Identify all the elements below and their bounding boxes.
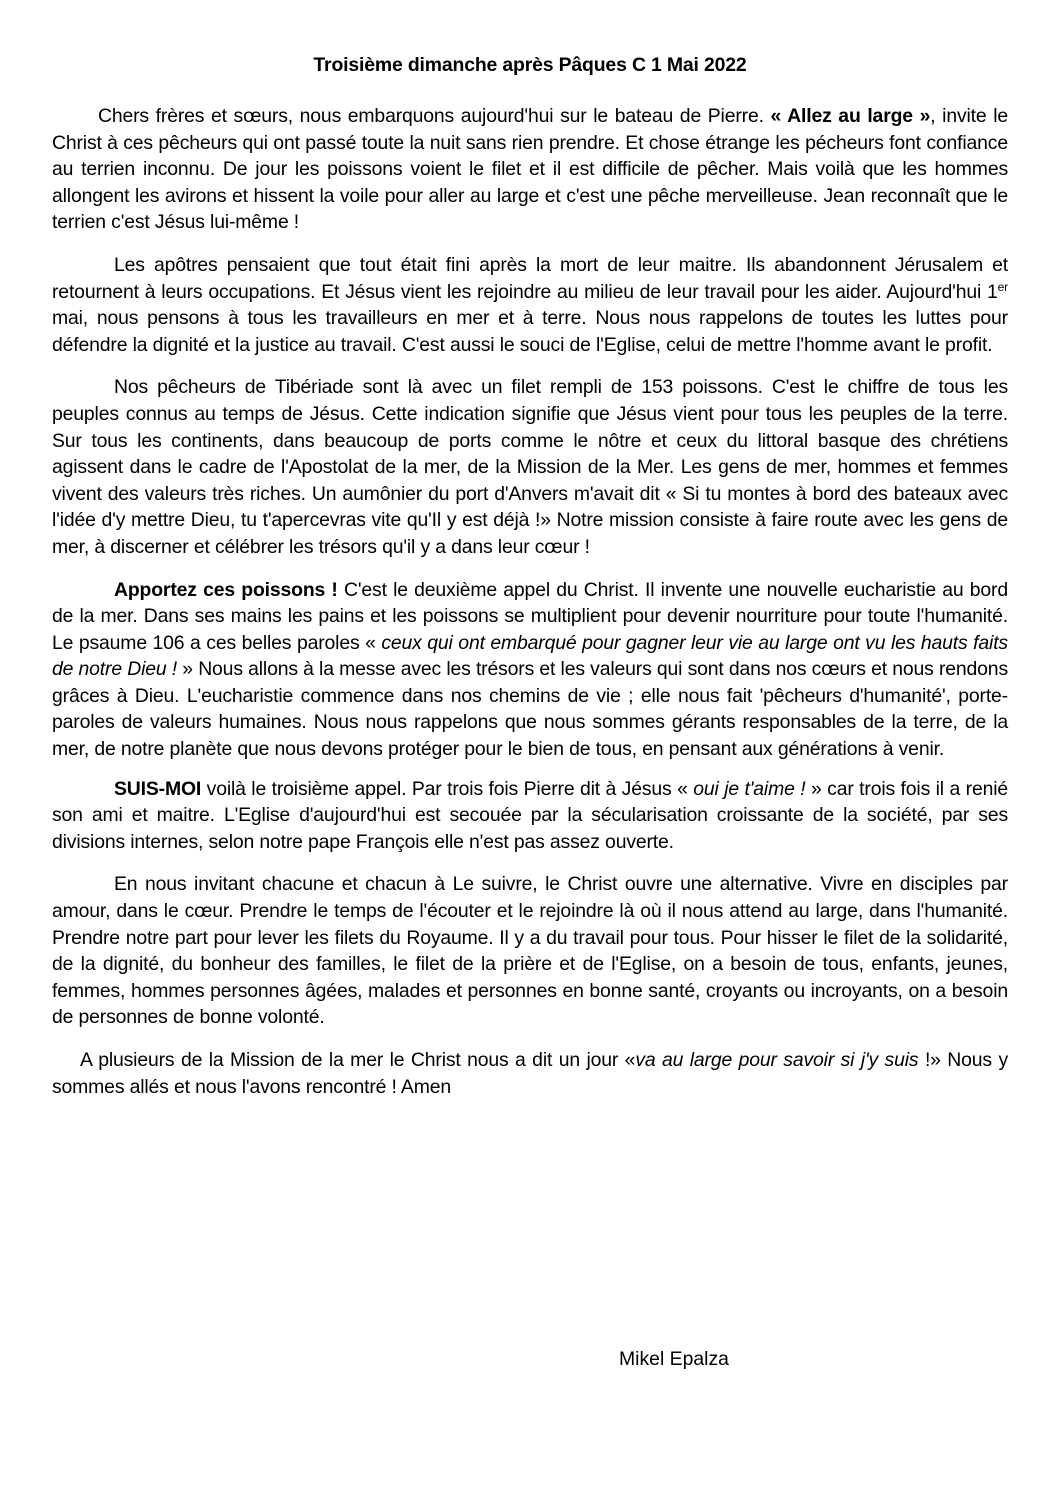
quote-apportez-ces-poissons: Apportez ces poissons ! (114, 578, 338, 601)
psalm-quote: ceux qui ont embarqué pour gagner leur vie au large ont vu les hauts faits de notre Dieu ! (52, 631, 1008, 681)
signature: Mikel Epalza (619, 1348, 729, 1370)
paragraph-1: Chers frères et sœurs, nous embarquons aujourd'hui sur le bateau de Pierre. « Allez au large », invite le Christ à ces pêcheurs qui ont passé toute la nuit sans rien prendre. Et chose étrange les pécheurs font confiance au terrien inconnu. De jour les poissons voient le filet et il est difficile de pêcher. Mais voilà que les hommes allongent les avirons et hissent la voile pour aller au large et c'est une pêche merveilleuse. Jean reconnaît que le terrien c'est Jésus lui-même ! (52, 105, 1008, 234)
paragraph-4: Apportez ces poissons ! C'est le deuxième appel du Christ. Il invente une nouvelle eucharistie au bord de la mer. Dans ses mains les pains et les poissons se multiplient pour devenir nourriture pour toute l'humanité. Le psaume 106 a ces belles paroles « ceux qui ont embarqué pour gagner leur vie au large ont vu les hauts faits de notre Dieu ! » Nous allons à la messe avec les trésors et les valeurs qui sont dans nos cœurs et nous rendons grâces à Dieu. L'eucharistie commence dans nos chemins de vie ; elle nous fait 'pêcheurs d'humanité', porte-paroles de valeurs humaines. Nous nous rappelons que nous sommes gérants responsables de la terre, de la mer, de notre planète que nous devons protéger pour le bien de tous, en pensant aux générations à venir. (52, 578, 1008, 761)
document-page (52, 0, 1008, 1100)
paragraph-7: A plusieurs de la Mission de la mer le Christ nous a dit un jour «va au large pour savoir si j'y suis !» Nous y sommes allés et nous l'avons rencontré ! Amen (52, 1049, 1009, 1098)
paragraph-6: En nous invitant chacune et chacun à Le suivre, le Christ ouvre une alternative. Vivre en disciples par amour, dans le cœur. Prendre le temps de l'écouter et le rejoindre là où il nous attend au large, dans l'humanité. Prendre notre part pour lever les filets du Royaume. Il y a du travail pour tous. Pour hisser le filet de la solidarité, de la dignité, du bonheur des familles, le filet de la prière et de l'Eglise, on a besoin de tous, enfants, jeunes, femmes, hommes personnes âgées, malades et personnes en bonne santé, croyants ou incroyants, on a besoin de personnes de bonne volonté. (52, 873, 1008, 1029)
ordinal-superscript: er (997, 279, 1008, 294)
paragraph-5: SUIS-MOI voilà le troisième appel. Par trois fois Pierre dit à Jésus « oui je t'aime ! » car trois fois il a renié son ami et maitre. L'Eglise d'aujourd'hui est secouée par la sécularisation croissante de la société, par ses divisions internes, selon notre pape François elle n'est pas assez ouverte. (52, 777, 1009, 853)
quote-suis-moi: SUIS-MOI (114, 777, 202, 800)
paragraph-2: Les apôtres pensaient que tout était fini après la mort de leur maitre. Ils abandonnent Jérusalem et retournent à leurs occupations. Et Jésus vient les rejoindre au milieu de leur travail pour les aider. Aujourd'hui 1er mai, nous pensons à tous les travailleurs en mer et à terre. Nous nous rappelons de toutes les luttes pour défendre la dignité et la justice au travail. C'est aussi le souci de l'Eglise, celui de mettre l'homme avant le profit. (52, 253, 1008, 356)
quote-allez-au-large: « Allez au large » (770, 105, 931, 127)
quote-oui-je-taime: oui je t'aime ! (693, 777, 806, 800)
paragraph-3: Nos pêcheurs de Tibériade sont là avec un filet rempli de 153 poissons. C'est le chiffre de tous les peuples connus au temps de Jésus. Cette indication signifie que Jésus vient pour tous les peuples de la terre. Sur tous les continents, dans beaucoup de ports comme le nôtre et ceux du littoral basque des chrétiens agissent dans le cadre de l'Apostolat de la mer, de la Mission de la Mer. Les gens de mer, hommes et femmes vivent des valeurs très riches. Un aumônier du port d'Anvers m'avait dit « Si tu montes à bord des bateaux avec l'idée d'y mettre Dieu, tu t'apercevras vite qu'Il y est déjà !» Notre mission consiste à faire route avec les gens de mer, à discerner et célébrer les trésors qu'il y a dans leur cœur ! (52, 376, 1008, 558)
document-title: Troisième dimanche après Pâques C 1 Mai 2022 (313, 54, 747, 76)
quote-va-au-large: va au large pour savoir si j'y suis (635, 1049, 919, 1071)
